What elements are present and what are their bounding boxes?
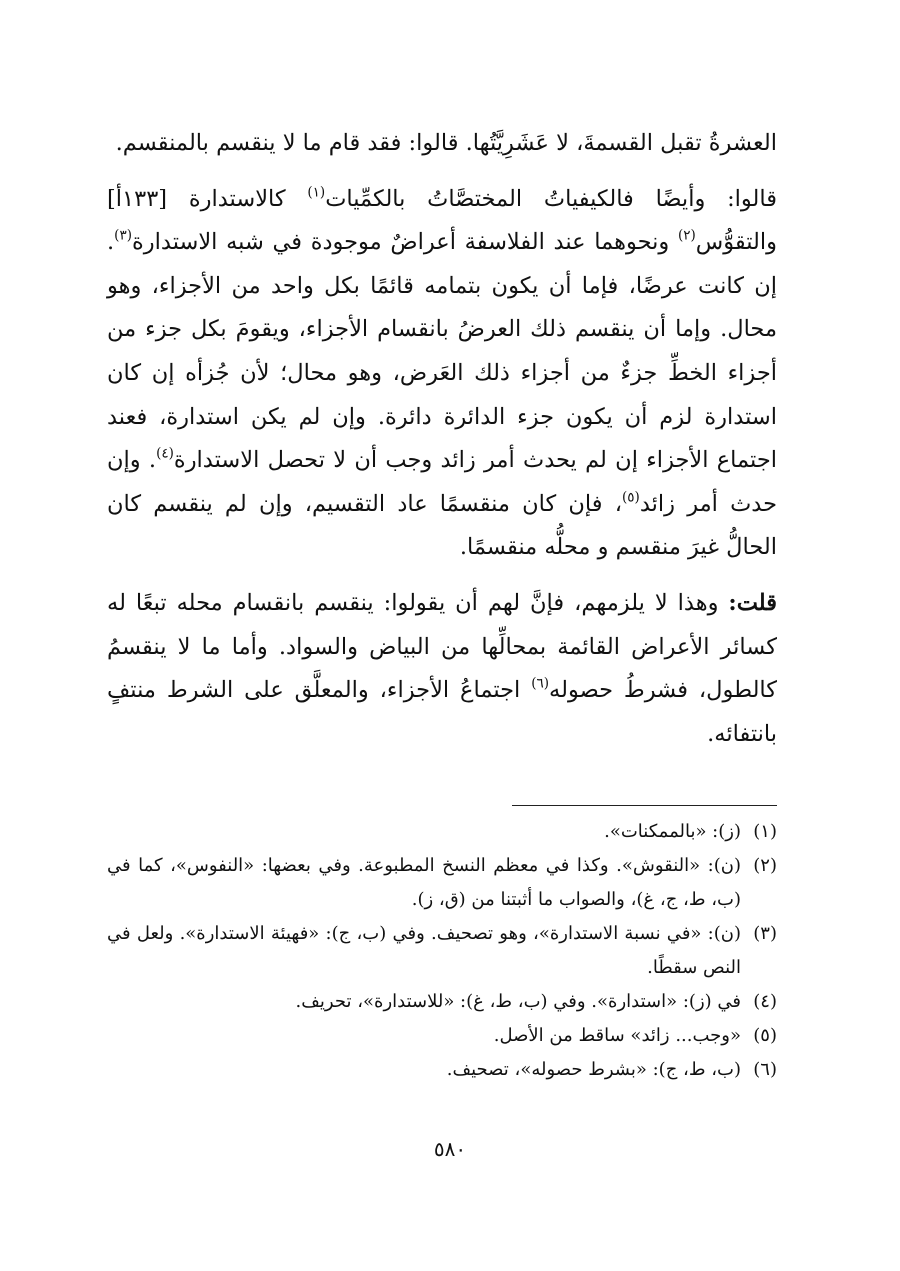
footnote-ref-2: (٢) [677, 227, 696, 244]
footnote-number: (٥) [753, 1025, 777, 1046]
paragraph-3-lead: قلت: [728, 589, 777, 616]
footnotes [107, 815, 777, 1087]
paragraph-3-text-b: اجتماعُ الأجزاء، والمعلَّق على الشرط منتفٍ بانتفائه. [107, 677, 777, 747]
paragraph-2-text-b: كالاستدارة [١٣٣أ] والتقوُّس [107, 185, 777, 256]
paragraph-1 [107, 122, 777, 166]
footnote-4 [107, 985, 777, 1019]
footnote-ref-1: (١) [307, 184, 326, 201]
footnote-number: (١) [753, 821, 777, 842]
footnote-text: (ب، ط، ج): «بشرط حصوله»، تصحيف. [446, 1059, 741, 1080]
paragraph-2-text-e: . وإن حدث أمر زائد [107, 447, 777, 517]
footnote-number: (٣) [753, 923, 777, 944]
footnote-text: (ز): «بالممكنات». [604, 821, 741, 842]
footnote-number: (٢) [753, 855, 777, 876]
footnote-ref-5: (٥) [622, 489, 640, 506]
paragraph-2 [107, 178, 777, 570]
footnote-text: «وجب... زائد» ساقط من الأصل. [493, 1025, 741, 1046]
footnote-text: (ن): «في نسبة الاستدارة»، وهو تصحيف. وفي (ب، ج): «فهيئة الاستدارة». ولعل في النص سقطًا. [107, 923, 741, 978]
paragraph-2-text-d: . إن كانت عرضًا، فإما أن يكون بتمامه قائمًا بكل واحد من الأجزاء، وهو محال. وإما أن ينقسم ذلك العرضُ بانقسام الأجزاء، ويقومَ بكل جزء من أجزاء الخطِّ جزءٌ من أجزاء ذلك العَرض، وهو محال؛ لأن جُزأه إن كان استدارة لزم أن يكون جزء الدائرة دائرة. وإن لم يكن استدارة، فعند اجتماع الأجزاء إن لم يحدث أمر زائد وجب أن لا تحصل الاستدارة [107, 229, 777, 474]
main-text [107, 122, 777, 756]
footnote-ref-3: (٣) [114, 227, 132, 244]
footnote-text: في (ز): «استدارة». وفي (ب، ط، غ): «للاستدارة»، تحريف. [295, 991, 741, 1012]
footnote-6 [107, 1053, 777, 1087]
paragraph-2-text-f: ، فإن كان منقسمًا عاد التقسيم، وإن لم ينقسم كان الحالُّ غيرَ منقسم و محلُّه منقسمًا. [107, 490, 777, 561]
footnote-5 [107, 1019, 777, 1053]
footnote-ref-4: (٤) [156, 445, 174, 462]
paragraph-2-text-c: ونحوهما عند الفلاسفة أعراضٌ موجودة في شبه الاستدارة [131, 229, 678, 256]
footnote-ref-6: (٦) [531, 675, 550, 692]
footnote-2 [107, 849, 777, 917]
footnote-1 [107, 815, 777, 849]
footnote-3 [107, 917, 777, 985]
paragraph-2-text-a: قالوا: وأيضًا فالكيفياتُ المختصَّاتُ بالكمِّيات [325, 185, 777, 212]
paragraph-1-text: العشرةُ تقبل القسمةَ، لا عَشَرِيَّتُها. قالوا: فقد قام ما لا ينقسم بالمنقسم. [115, 130, 777, 156]
footnote-number: (٤) [753, 991, 777, 1012]
paragraph-3-text-a: وهذا لا يلزمهم، فإنَّ لهم أن يقولوا: ينقسم بانقسام محله تبعًا له كسائر الأعراض القائمة بمحالِّها من البياض والسواد. وأما ما لا ينقسمُ كالطول، فشرطُ حصوله [107, 589, 777, 704]
footnote-number: (٦) [753, 1059, 777, 1080]
footnote-divider [512, 805, 777, 806]
page-number: ٥٨٠ [433, 1137, 467, 1161]
paragraph-3 [107, 582, 777, 756]
footnote-text: (ن): «النقوش». وكذا في معظم النسخ المطبوعة. وفي بعضها: «النفوس»، كما في (ب، ط، ج، غ)، والصواب ما أثبتنا من (ق، ز). [107, 855, 741, 910]
